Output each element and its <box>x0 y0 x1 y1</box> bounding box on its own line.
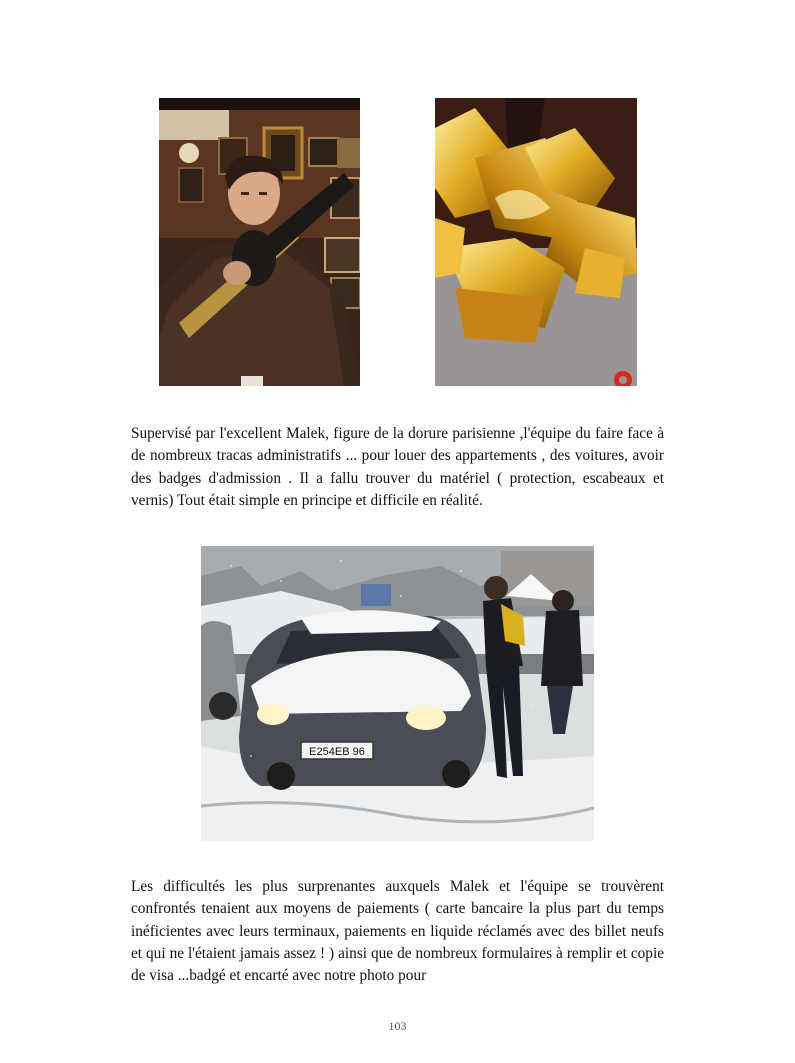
page-number: 103 <box>388 1019 407 1033</box>
photo-snowy-car <box>201 546 594 841</box>
paragraph-team-admin: Supervisé par l'excellent Malek, figure de la dorure parisienne ,l'équipe du faire face à de nombreux tracas administratifs ... pour louer des appartements , des voitures, avoir des badges d'admission . Il a fallu trouver du matériel ( protection, escabeaux et vernis) Tout était simple en principe et difficile en réalité. <box>131 425 664 509</box>
paragraph-payment-difficulties: Les difficultés les plus surprenantes auxquels Malek et l'équipe se trouvèrent confrontés tenaient aux moyens de paiements ( carte bancaire la plus part du temps inéficientes avec leurs terminaux, paiements en liquide réclamés avec des billet neufs et qui ne l'étaient jamais assez ! ) ainsi que de nombreux formulaires à remplir et copie de visa ...badgé et encarté avec notre photo pour <box>131 878 664 985</box>
photo-man-with-device <box>159 98 360 386</box>
license-plate-text: Е254ЕВ 96 <box>309 746 365 758</box>
photo-gold-leaf <box>435 98 637 386</box>
